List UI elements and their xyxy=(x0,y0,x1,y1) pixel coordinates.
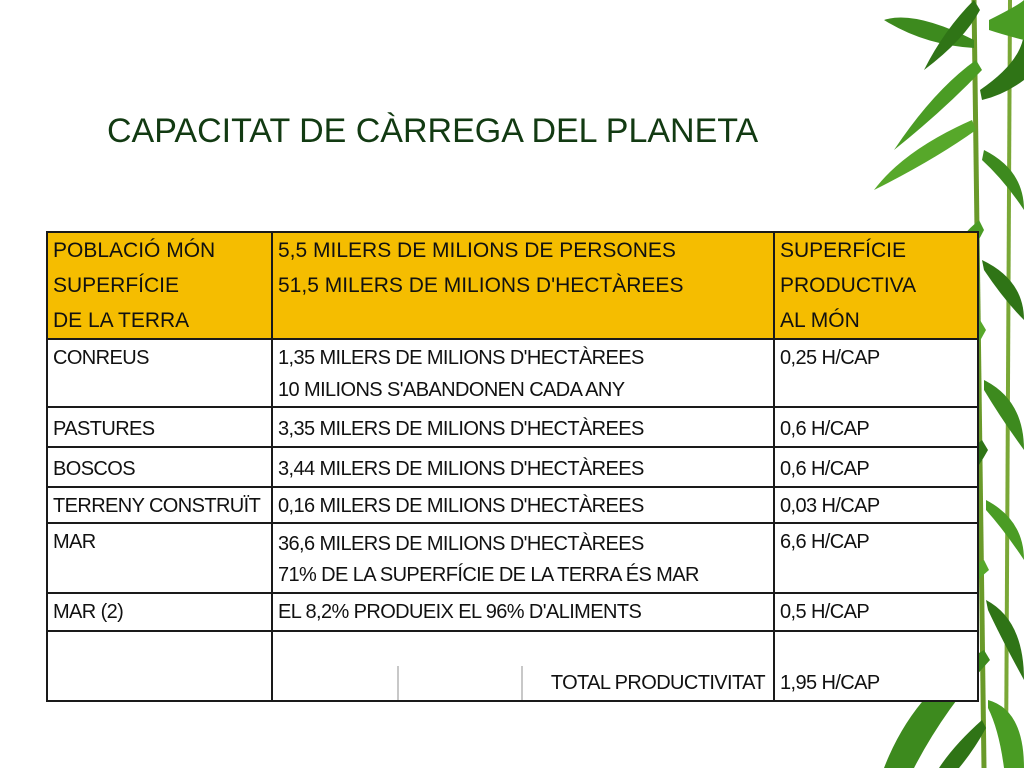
header-totals-cell xyxy=(272,232,774,339)
detail-line: EL 8,2% PRODUEIX EL 96% D'ALIMENTS xyxy=(278,601,642,623)
row-detail xyxy=(272,593,774,631)
row-value xyxy=(774,407,978,447)
table-row xyxy=(47,523,978,593)
table-row xyxy=(47,407,978,447)
table-row xyxy=(47,447,978,487)
row-detail xyxy=(272,487,774,523)
row-detail xyxy=(272,523,774,593)
header-productive-cell xyxy=(774,232,978,339)
header-line: AL MÓN xyxy=(780,309,860,332)
detail-line: 3,44 MILERS DE MILIONS D'HECTÀREES xyxy=(278,458,644,480)
value-text: 0,03 H/CAP xyxy=(780,495,880,517)
detail-line: 1,35 MILERS DE MILIONS D'HECTÀREES xyxy=(278,347,644,369)
table-row xyxy=(47,487,978,523)
carrying-capacity-table xyxy=(46,231,979,702)
total-value-cell xyxy=(774,631,978,701)
total-value: 1,95 H/CAP xyxy=(780,672,880,694)
page-title: CAPACITAT DE CÀRREGA DEL PLANETA xyxy=(107,112,759,150)
category-text: TERRENY CONSTRUÏT xyxy=(53,495,261,517)
header-population-cell xyxy=(47,232,272,339)
table-row xyxy=(47,593,978,631)
row-value xyxy=(774,487,978,523)
category-text: BOSCOS xyxy=(53,458,135,480)
header-line: PRODUCTIVA xyxy=(780,274,917,297)
row-category xyxy=(47,339,272,407)
row-category xyxy=(47,523,272,593)
row-detail xyxy=(272,447,774,487)
value-text: 0,5 H/CAP xyxy=(780,601,870,623)
detail-line: 3,35 MILERS DE MILIONS D'HECTÀREES xyxy=(278,418,644,440)
detail-line: 36,6 MILERS DE MILIONS D'HECTÀREES xyxy=(278,533,644,555)
row-detail xyxy=(272,339,774,407)
detail-line: 10 MILIONS S'ABANDONEN CADA ANY xyxy=(278,379,625,401)
category-text: MAR (2) xyxy=(53,601,124,623)
value-text: 0,6 H/CAP xyxy=(780,418,870,440)
row-category xyxy=(47,447,272,487)
row-category xyxy=(47,407,272,447)
row-category xyxy=(47,487,272,523)
cell-divider xyxy=(397,666,399,700)
header-line: 5,5 MILERS DE MILIONS DE PERSONES xyxy=(278,239,676,262)
value-text: 6,6 H/CAP xyxy=(780,531,870,553)
total-label: TOTAL PRODUCTIVITAT xyxy=(550,672,765,694)
row-value xyxy=(774,447,978,487)
table-row xyxy=(47,339,978,407)
table-header-row xyxy=(47,232,978,339)
category-text: MAR xyxy=(53,531,96,553)
row-value xyxy=(774,339,978,407)
header-line: 51,5 MILERS DE MILIONS D'HECTÀREES xyxy=(278,274,684,297)
row-value xyxy=(774,523,978,593)
header-line: SUPERFÍCIE xyxy=(780,239,907,262)
category-text: CONREUS xyxy=(53,347,149,369)
category-text: PASTURES xyxy=(53,418,155,440)
value-text: 0,6 H/CAP xyxy=(780,458,870,480)
table-total-row xyxy=(47,631,978,701)
header-line: POBLACIÓ MÓN xyxy=(53,239,216,262)
empty-cell xyxy=(47,631,272,701)
cell-divider xyxy=(521,666,523,700)
leaf-cluster-top xyxy=(874,0,1024,210)
row-detail xyxy=(272,407,774,447)
row-value xyxy=(774,593,978,631)
header-line: DE LA TERRA xyxy=(53,309,190,332)
row-category xyxy=(47,593,272,631)
header-line: SUPERFÍCIE xyxy=(53,274,180,297)
total-label-cell xyxy=(272,631,774,701)
value-text: 0,25 H/CAP xyxy=(780,347,880,369)
detail-line: 0,16 MILERS DE MILIONS D'HECTÀREES xyxy=(278,495,644,517)
detail-line: 71% DE LA SUPERFÍCIE DE LA TERRA ÉS MAR xyxy=(278,564,699,586)
